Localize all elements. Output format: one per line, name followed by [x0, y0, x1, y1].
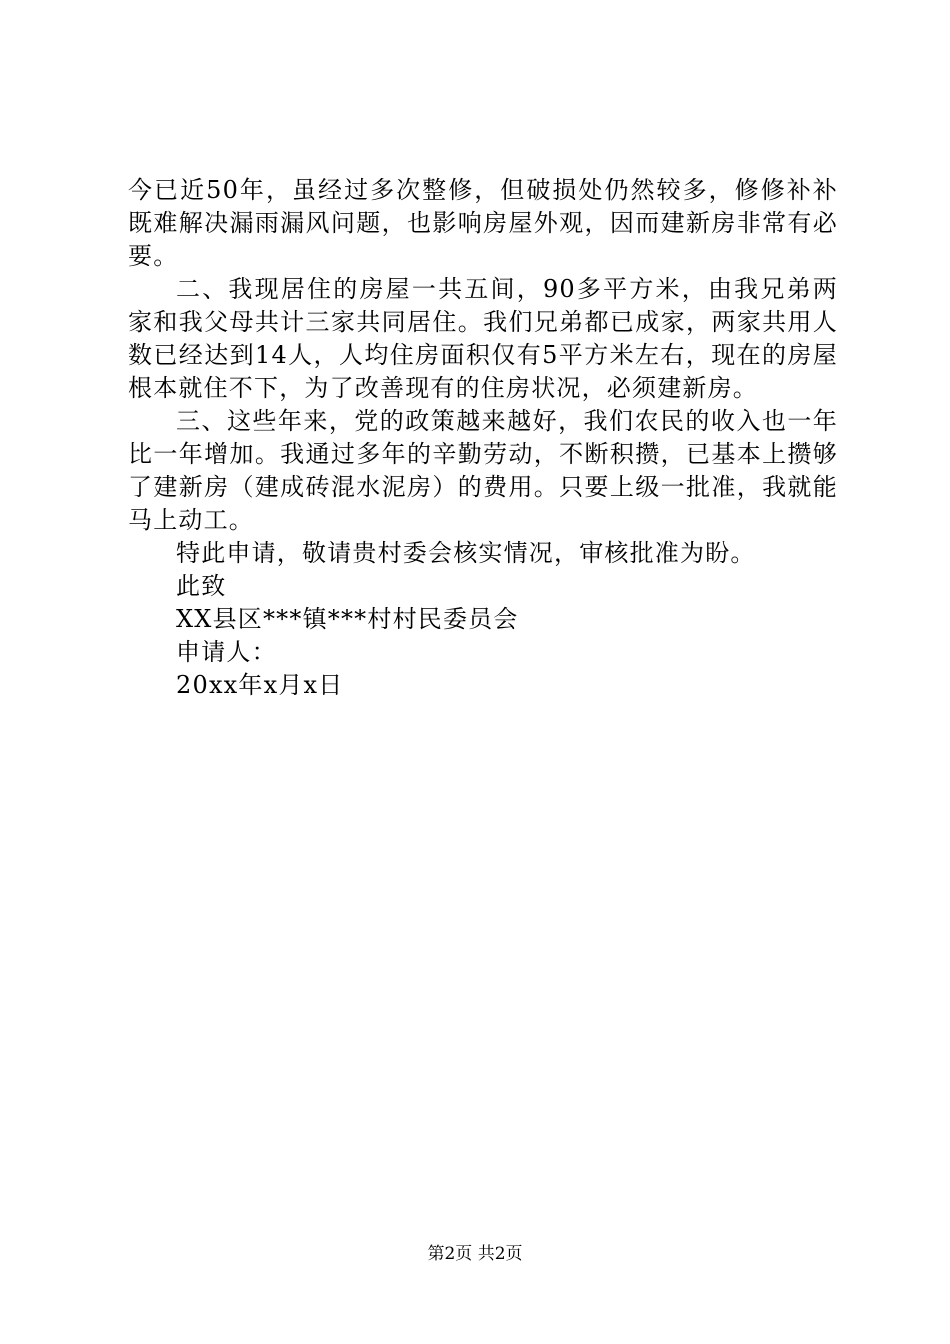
recipient: XX县区***镇***村村民委员会	[176, 605, 519, 633]
paragraph-point-three: 三、这些年来，党的政策越来越好，我们农民的收入也一年比一年增加。我通过多年的辛勤劳动，不断积攒，已基本上攒够了建新房（建成砖混水泥房）的费用。只要上级一批准，我就能马上动工。	[128, 407, 838, 534]
paragraph-continuation: 今已近50年，虽经过多次整修，但破损处仍然较多，修修补补既难解决漏雨漏风问题，也影响房屋外观，因而建新房非常有必要。	[128, 176, 838, 270]
document-body	[128, 174, 838, 702]
applicant-label: 申请人：	[176, 638, 277, 666]
paragraph-point-two: 二、我现居住的房屋一共五间，90多平方米，由我兄弟两家和我父母共计三家共同居住。我们兄弟都已成家，两家共用人数已经达到14人，人均住房面积仅有5平方米左右，现在的房屋根本就住不下，为了改善现有的住房状况，必须建新房。	[128, 275, 838, 402]
date: 20xx年x月x日	[176, 671, 344, 699]
page-number: 第2页 共2页	[427, 1244, 523, 1264]
page-footer	[0, 1243, 950, 1265]
request-statement: 特此申请，敬请贵村委会核实情况，审核批准为盼。	[176, 539, 756, 567]
salutation: 此致	[176, 572, 227, 600]
